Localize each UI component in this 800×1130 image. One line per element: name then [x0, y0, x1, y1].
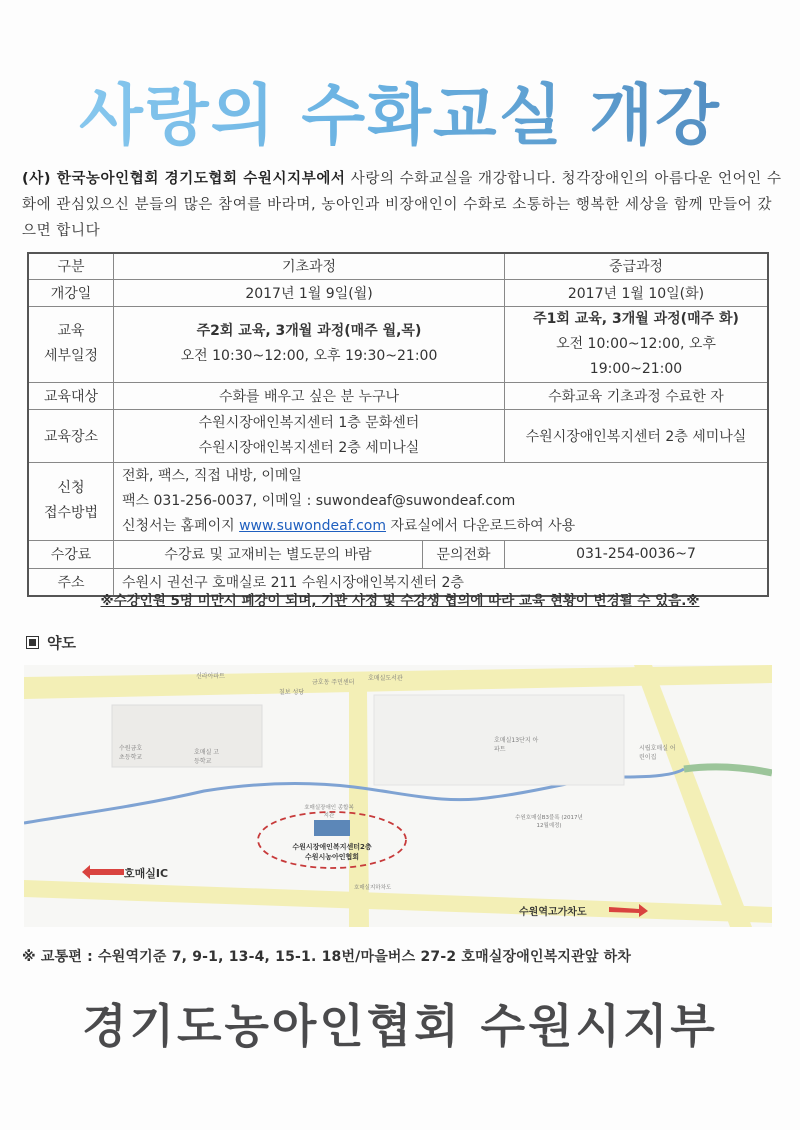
application-label-line1: 신청 [57, 480, 85, 496]
schedule-intermediate [505, 306, 769, 382]
road-diagonal-right [634, 665, 752, 927]
schedule-label-line1: 교육 [57, 323, 85, 339]
table-row-target [28, 382, 768, 409]
application-label-line2: 접수방법 [43, 505, 99, 521]
transit-info: ※ 교통편 : 수원역기준 7, 9-1, 13-4, 15-1. 18번/마을버스 27-2 호매실장애인복지관앞 하차 [22, 949, 632, 965]
square-bullet-icon [26, 636, 39, 649]
map-label-library: 호매실도서관 [368, 675, 403, 682]
map-label-target-line2: 수원시농아인협회 [304, 853, 360, 861]
map-label-target-line1: 수원시장애인복지센터2층 [292, 843, 372, 851]
target-label: 교육대상 [28, 382, 114, 409]
location-intermediate: 수원시장애인복지센터 2층 세미나실 [505, 409, 769, 462]
page-title: 사랑의 수화교실 개강 [0, 62, 800, 157]
schedule-basic [114, 306, 505, 382]
location-basic-line1: 수원시장애인복지센터 1층 문화센터 [198, 414, 420, 431]
opening-basic: 2017년 1월 9일(월) [114, 279, 505, 306]
table-row-opening [28, 279, 768, 306]
application-line3-prefix: 신청서는 홈페이지 [122, 517, 240, 534]
opening-label: 개강일 [28, 279, 114, 306]
schedule-basic-line1: 주2회 교육, 3개월 과정(매주 월,목) [196, 323, 422, 339]
map-label-apt-complex: 호매실13단지 아파트 [494, 737, 539, 753]
application-label [28, 462, 114, 540]
table-row-header [28, 253, 768, 279]
location-label: 교육장소 [28, 409, 114, 462]
map-label-kindergarten: 시립호매실 어린이집 [639, 745, 676, 761]
schedule-intermediate-line2: 오전 10:00~12:00, 오후 19:00~21:00 [556, 335, 716, 377]
table-row-schedule [28, 306, 768, 382]
map-label-overpass: 수원역고가차도 [519, 907, 587, 918]
map-label-construction: 수원호매실B3블록 (2017년12월예정) [515, 815, 583, 829]
map-label-shinra-apt: 신라아파트 [196, 673, 225, 680]
intro-organization: (사) 한국농아인협회 경기도협회 수원시지부에서 [22, 171, 346, 187]
location-basic [114, 409, 505, 462]
map-label-high-school: 호매실 고등학교 [194, 749, 220, 765]
organization-footer: 경기도농아인협회 수원시지부 [82, 999, 718, 1053]
header-basic-course: 기초과정 [114, 253, 505, 279]
map-label-elementary: 수원금호 초등학교 [119, 745, 143, 761]
opening-intermediate: 2017년 1월 10일(화) [505, 279, 769, 306]
header-intermediate-course: 중급과정 [505, 253, 769, 279]
schedule-intermediate-line1: 주1회 교육, 3개월 과정(매주 화) [533, 310, 739, 327]
schedule-label [28, 306, 114, 382]
map-label-cathedral: 칠보 성당 [279, 689, 305, 696]
header-category: 구분 [28, 253, 114, 279]
map-label-underpass: 호매실지하차도 [354, 885, 392, 891]
intro-paragraph [22, 166, 782, 244]
inquiry-phone: 031-254-0036~7 [505, 540, 769, 568]
main-road-bottom [24, 880, 772, 923]
application-methods [114, 462, 769, 540]
application-line3-suffix: 자료실에서 다운로드하여 사용 [386, 517, 576, 534]
application-line1: 전화, 팩스, 직접 내방, 이메일 [122, 467, 302, 484]
fee-value: 수강료 및 교재비는 별도문의 바람 [114, 540, 423, 568]
table-row-location [28, 409, 768, 462]
map-drawing [24, 665, 772, 927]
map-section-label: 약도 [47, 634, 76, 652]
map-label-welfare-building: 호매실장애인 종합복지관 [304, 805, 354, 819]
inquiry-label: 문의전화 [423, 540, 505, 568]
application-contact: 팩스 031-256-0037, 이메일 : suwondeaf@suwondeaf.com [122, 492, 516, 509]
cancellation-notice: ※수강인원 5명 미만시 폐강이 되며, 기관 사정 및 수강생 협의에 따라 교육 현황이 변경될 수 있음.※ [100, 593, 700, 609]
location-map[interactable] [24, 665, 772, 927]
map-label-ic: 호매실IC [124, 867, 169, 880]
homepage-link[interactable]: www.suwondeaf.com [239, 517, 387, 534]
target-basic: 수화를 배우고 싶은 분 누구나 [114, 382, 505, 409]
map-label-community-center: 금호동 주민센터 [312, 679, 355, 686]
target-intermediate: 수화교육 기초과정 수료한 자 [505, 382, 769, 409]
schedule-basic-line2: 오전 10:30~12:00, 오후 19:30~21:00 [180, 348, 438, 364]
address-label: 주소 [28, 568, 114, 596]
course-info-table [27, 252, 769, 597]
building-icon [314, 820, 350, 836]
application-line3 [122, 514, 763, 539]
arrow-left-icon [82, 865, 124, 879]
table-row-application [28, 462, 768, 540]
intro-text: 사랑의 수화교실을 개강합니다. 청각장애인의 아름다운 언어인 수화에 관심있으신 분들의 많은 참여를 바라며, 농아인과 비장애인이 수화로 소통하는 행복한 세상을 함께 만들어 갔으면 합니다 [22, 171, 782, 239]
schedule-label-line2: 세부일정 [43, 348, 99, 364]
fee-label: 수강료 [28, 540, 114, 568]
park-strip [684, 767, 772, 773]
address-value: 수원시 권선구 호매실로 211 수원시장애인복지센터 2층 [114, 568, 769, 596]
map-section-heading [26, 632, 76, 653]
table-row-fee [28, 540, 768, 568]
location-basic-line2: 수원시장애인복지센터 2층 세미나실 [198, 439, 420, 456]
